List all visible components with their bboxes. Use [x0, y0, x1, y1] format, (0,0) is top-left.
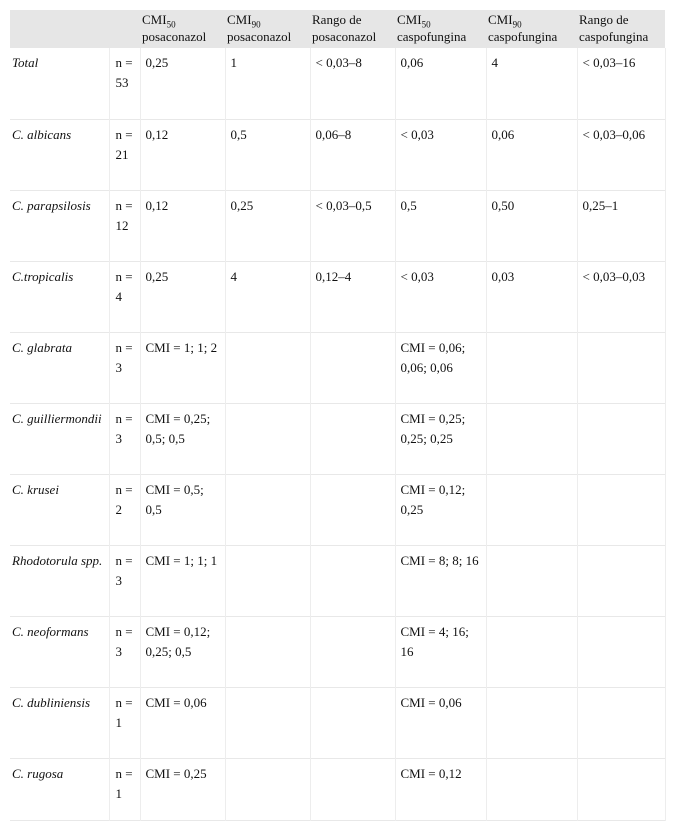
column-header-title: CMI	[142, 12, 167, 27]
mic-table	[10, 10, 666, 821]
caspofungina-cmi50-cell: 0,5	[395, 190, 486, 261]
posaconazol-range-cell	[310, 545, 395, 616]
posaconazol-cmi90-cell	[225, 545, 310, 616]
posaconazol-range-cell	[310, 687, 395, 758]
posaconazol-cmi50-cell: CMI = 0,06	[140, 687, 225, 758]
caspofungina-cmi90-cell	[486, 332, 577, 403]
column-header-subtitle: posaconazol	[312, 29, 377, 44]
caspofungina-cmi90-cell: 0,06	[486, 119, 577, 190]
posaconazol-cmi90-cell	[225, 758, 310, 820]
column-header	[140, 10, 225, 48]
caspofungina-cmi50-cell: CMI = 0,06	[395, 687, 486, 758]
caspofungina-range-cell	[577, 616, 665, 687]
sample-size-cell: n = 53	[109, 48, 140, 119]
table-row	[10, 687, 665, 758]
column-header	[577, 10, 665, 48]
caspofungina-cmi90-cell	[486, 687, 577, 758]
posaconazol-cmi50-cell: 0,12	[140, 119, 225, 190]
posaconazol-range-cell	[310, 616, 395, 687]
caspofungina-range-cell	[577, 545, 665, 616]
caspofungina-cmi50-cell: CMI = 8; 8; 16	[395, 545, 486, 616]
table-row	[10, 48, 665, 119]
sample-size-cell: n = 3	[109, 332, 140, 403]
posaconazol-cmi90-cell: 4	[225, 261, 310, 332]
species-cell: C. rugosa	[10, 758, 109, 820]
posaconazol-cmi50-cell: CMI = 0,12; 0,25; 0,5	[140, 616, 225, 687]
table-header	[10, 10, 665, 48]
sample-size-cell: n = 3	[109, 616, 140, 687]
column-header-title: Rango de	[579, 12, 629, 27]
posaconazol-range-cell	[310, 474, 395, 545]
species-cell: Total	[10, 48, 109, 119]
species-cell: C. albicans	[10, 119, 109, 190]
table-row	[10, 403, 665, 474]
caspofungina-range-cell: < 0,03–16	[577, 48, 665, 119]
column-header-title: CMI	[488, 12, 513, 27]
table-row	[10, 758, 665, 820]
caspofungina-cmi50-cell: CMI = 0,25; 0,25; 0,25	[395, 403, 486, 474]
column-header-subscript: 90	[251, 19, 261, 30]
column-header	[109, 10, 140, 48]
table-row	[10, 616, 665, 687]
caspofungina-cmi90-cell	[486, 545, 577, 616]
header-row	[10, 10, 665, 48]
posaconazol-cmi90-cell: 0,25	[225, 190, 310, 261]
caspofungina-range-cell	[577, 474, 665, 545]
caspofungina-range-cell	[577, 687, 665, 758]
caspofungina-cmi50-cell: CMI = 4; 16; 16	[395, 616, 486, 687]
sample-size-cell: n = 3	[109, 403, 140, 474]
column-header	[395, 10, 486, 48]
posaconazol-cmi50-cell: CMI = 1; 1; 1	[140, 545, 225, 616]
caspofungina-range-cell: < 0,03–0,06	[577, 119, 665, 190]
posaconazol-cmi50-cell: CMI = 1; 1; 2	[140, 332, 225, 403]
table-row	[10, 332, 665, 403]
sample-size-cell: n = 1	[109, 758, 140, 820]
caspofungina-range-cell: 0,25–1	[577, 190, 665, 261]
species-cell: C.tropicalis	[10, 261, 109, 332]
column-header	[486, 10, 577, 48]
posaconazol-cmi50-cell: 0,25	[140, 48, 225, 119]
sample-size-cell: n = 21	[109, 119, 140, 190]
column-header	[10, 10, 109, 48]
sample-size-cell: n = 4	[109, 261, 140, 332]
posaconazol-cmi90-cell	[225, 616, 310, 687]
column-header	[310, 10, 395, 48]
caspofungina-range-cell	[577, 403, 665, 474]
posaconazol-range-cell: 0,12–4	[310, 261, 395, 332]
table-row	[10, 474, 665, 545]
caspofungina-cmi50-cell: CMI = 0,12	[395, 758, 486, 820]
column-header-subtitle: posaconazol	[227, 29, 292, 44]
column-header-subtitle: caspofungina	[488, 29, 558, 44]
posaconazol-range-cell: < 0,03–8	[310, 48, 395, 119]
caspofungina-cmi90-cell: 0,50	[486, 190, 577, 261]
column-header-subscript: 50	[166, 19, 176, 30]
column-header-title: CMI	[397, 12, 422, 27]
posaconazol-cmi90-cell: 1	[225, 48, 310, 119]
column-header-subtitle: posaconazol	[142, 29, 207, 44]
posaconazol-cmi90-cell: 0,5	[225, 119, 310, 190]
posaconazol-range-cell: < 0,03–0,5	[310, 190, 395, 261]
caspofungina-cmi90-cell	[486, 403, 577, 474]
species-cell: C. parapsilosis	[10, 190, 109, 261]
species-cell: C. guilliermondii	[10, 403, 109, 474]
column-header-subtitle: caspofungina	[579, 29, 649, 44]
species-cell: C. neoformans	[10, 616, 109, 687]
caspofungina-range-cell: < 0,03–0,03	[577, 261, 665, 332]
species-cell: Rhodotorula spp.	[10, 545, 109, 616]
sample-size-cell: n = 1	[109, 687, 140, 758]
species-cell: C. dubliniensis	[10, 687, 109, 758]
caspofungina-cmi50-cell: < 0,03	[395, 261, 486, 332]
species-cell: C. krusei	[10, 474, 109, 545]
caspofungina-cmi90-cell	[486, 474, 577, 545]
table-row	[10, 261, 665, 332]
posaconazol-range-cell: 0,06–8	[310, 119, 395, 190]
sample-size-cell: n = 2	[109, 474, 140, 545]
table-row	[10, 119, 665, 190]
caspofungina-cmi90-cell	[486, 758, 577, 820]
sample-size-cell: n = 12	[109, 190, 140, 261]
column-header-subscript: 50	[421, 19, 431, 30]
table-row	[10, 545, 665, 616]
caspofungina-cmi90-cell: 4	[486, 48, 577, 119]
caspofungina-cmi50-cell: CMI = 0,06; 0,06; 0,06	[395, 332, 486, 403]
posaconazol-cmi50-cell: 0,12	[140, 190, 225, 261]
caspofungina-range-cell	[577, 758, 665, 820]
table-body	[10, 48, 665, 820]
column-header-title: CMI	[227, 12, 252, 27]
posaconazol-cmi50-cell: CMI = 0,25; 0,5; 0,5	[140, 403, 225, 474]
posaconazol-cmi50-cell: CMI = 0,25	[140, 758, 225, 820]
posaconazol-range-cell	[310, 332, 395, 403]
table-row	[10, 190, 665, 261]
sample-size-cell: n = 3	[109, 545, 140, 616]
column-header-subscript: 90	[512, 19, 522, 30]
caspofungina-range-cell	[577, 332, 665, 403]
posaconazol-cmi90-cell	[225, 332, 310, 403]
caspofungina-cmi90-cell: 0,03	[486, 261, 577, 332]
posaconazol-cmi90-cell	[225, 474, 310, 545]
posaconazol-cmi50-cell: 0,25	[140, 261, 225, 332]
column-header	[225, 10, 310, 48]
posaconazol-range-cell	[310, 403, 395, 474]
posaconazol-cmi50-cell: CMI = 0,5; 0,5	[140, 474, 225, 545]
posaconazol-range-cell	[310, 758, 395, 820]
posaconazol-cmi90-cell	[225, 687, 310, 758]
caspofungina-cmi50-cell: CMI = 0,12; 0,25	[395, 474, 486, 545]
column-header-subtitle: caspofungina	[397, 29, 467, 44]
species-cell: C. glabrata	[10, 332, 109, 403]
column-header-title: Rango de	[312, 12, 362, 27]
caspofungina-cmi90-cell	[486, 616, 577, 687]
caspofungina-cmi50-cell: 0,06	[395, 48, 486, 119]
caspofungina-cmi50-cell: < 0,03	[395, 119, 486, 190]
posaconazol-cmi90-cell	[225, 403, 310, 474]
